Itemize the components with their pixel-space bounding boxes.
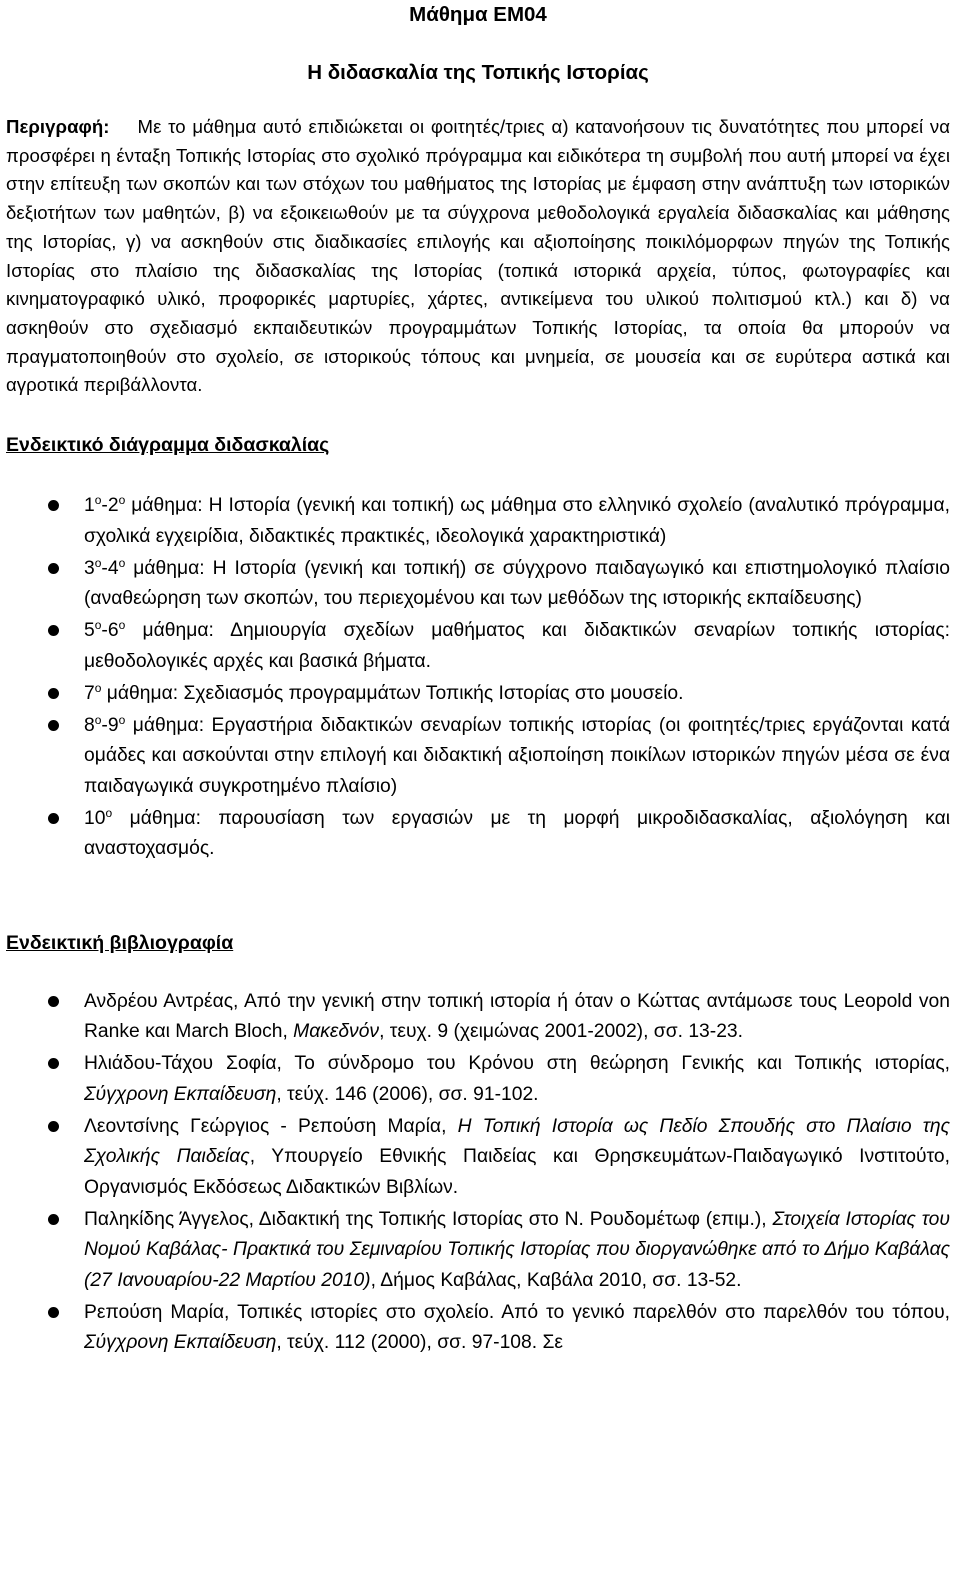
document-subtitle: Η διδασκαλία της Τοπικής Ιστορίας	[307, 61, 649, 84]
bullet-icon	[48, 1307, 59, 1318]
bullet-icon	[48, 500, 59, 511]
bullet-icon	[48, 563, 59, 574]
publication-title: Στοιχεία Ιστορίας του Νομού Καβάλας- Πρακτικά του Σεμιναρίου Τοπικής Ιστορίας που διοργανώθηκε από το Δήμο Καβάλας (27 Ιανουαρίου-22 Μαρτίου 2010)	[84, 1208, 950, 1291]
bibliography-item: Ηλιάδου-Τάχου Σοφία, Το σύνδρομο του Κρόνου στη θεώρηση Γενικής και Τοπικής ιστορίας, Σύγχρονη Εκπαίδευση, τεύχ. 146 (2006), σσ. 91-102.	[6, 1049, 950, 1110]
bibliography-item: Παληκίδης Άγγελος, Διδακτική της Τοπικής Ιστορίας στο Ν. Ρουδομέτωφ (επιμ.), Στοιχεία Ιστορίας του Νομού Καβάλας- Πρακτικά του Σεμιναρίου Τοπικής Ιστορίας που διοργανώθηκε από το Δήμο Καβάλας (27 Ιανουαρίου-22 Μαρτίου 2010), Δήμος Καβάλας, Καβάλα 2010, σσ. 13-52.	[6, 1205, 950, 1297]
publication-title: Σύγχρονη Εκπαίδευση	[84, 1332, 277, 1354]
document-page	[6, 0, 950, 1360]
bibliography-heading: Ενδεικτική βιβλιογραφία	[6, 931, 234, 954]
description-text: Με το μάθημα αυτό επιδιώκεται οι φοιτητές/τριες α) κατανοήσουν τις δυνατότητες που μπορεί να προσφέρει η ένταξη Τοπικής Ιστορίας στο σχολικό πρόγραμμα και ειδικότερα τη συμβολή που αυτή μπορεί να έχει στην επίτευξη των σκοπών και των στόχων του μαθήματος της Ιστορίας με έμφαση στην ανάπτυξη των ιστορικών δεξιοτήτων των μαθητών, β) να εξοικειωθούν με τα σύγχρονα μεθοδολογικά εργαλεία διδασκαλίας και μάθησης της Ιστορίας, γ) να ασκηθούν στις διαδικασίες επιλογής και αξιοποίησης ποικιλόμορφων πηγών της Τοπικής Ιστορίας στο πλαίσιο της διδασκαλίας της Ιστορίας (τοπικά ιστορικά αρχεία, τύπος, φωτογραφίες και κινηματογραφικό υλικό, προφορικές μαρτυρίες, χάρτες, αντικείμενα του υλικού πολιτισμού κτλ.) και δ) να ασκηθούν στο σχεδιασμό εκπαιδευτικών προγραμμάτων Τοπικής Ιστορίας, τα οποία θα μπορούν να πραγματοποιηθούν στο σχολείο, σε ιστορικούς τόπους και μνημεία, σε μουσεία και σε ευρύτερα αστικά και αγροτικά περιβάλλοντα.	[6, 116, 950, 396]
bullet-icon	[48, 996, 59, 1007]
syllabus-list	[6, 491, 950, 865]
bullet-icon	[48, 1058, 59, 1069]
bullet-icon	[48, 813, 59, 824]
publication-title: Σύγχρονη Εκπαίδευση	[84, 1083, 277, 1105]
bullet-icon	[48, 688, 59, 699]
syllabus-item: $7^o$ μάθημα: Σχεδιασμός προγραμμάτων Τοπικής Ιστορίας στο μουσείο.	[6, 679, 950, 710]
bibliography-item: Λεοντσίνης Γεώργιος - Ρεπούση Μαρία, Η Τοπική Ιστορία ως Πεδίο Σπουδής στο Πλαίσιο της Σχολικής Παιδείας, Υπουργείο Εθνικής Παιδείας και Θρησκευμάτων-Παιδαγωγικό Ινστιτούτο, Οργανισμός Εκδόσεως Διδακτικών Βιβλίων.	[6, 1112, 950, 1204]
syllabus-heading: Ενδεικτικό διάγραμμα διδασκαλίας	[6, 434, 330, 457]
syllabus-item: $1^o-2^o$ μάθημα: Η Ιστορία (γενική και τοπική) ως μάθημα στο ελληνικό σχολείο (αναλυτικό πρόγραμμα, σχολικά εγχειρίδια, διδακτικές πρακτικές, ιδεολογικά χαρακτηριστικά)	[6, 491, 950, 552]
bullet-icon	[48, 720, 59, 731]
bibliography-item: Ανδρέου Αντρέας, Από την γενική στην τοπική ιστορία ή όταν ο Κώττας αντάμωσε τους Leopold von Ranke και March Bloch, Μακεδνόν, τευχ. 9 (χειμώνας 2001-2002), σσ. 13-23.	[6, 987, 950, 1048]
bibliography-list	[6, 987, 950, 1359]
bibliography-item: Ρεπούση Μαρία, Τοπικές ιστορίες στο σχολείο. Από το γενικό παρελθόν στο παρελθόν του τόπου, Σύγχρονη Εκπαίδευση, τεύχ. 112 (2000), σσ. 97-108. Σε	[6, 1298, 950, 1359]
description-label: Περιγραφή:	[6, 116, 110, 137]
bullet-icon	[48, 1214, 59, 1225]
publication-title: Μακεδνόν	[293, 1021, 380, 1043]
course-description	[6, 113, 950, 400]
syllabus-item: $3^o-4^o$ μάθημα: Η Ιστορία (γενική και τοπική) σε σύγχρονο παιδαγωγικό και επιστημολογικό πλαίσιο (αναθεώρηση των σκοπών, του περιεχομένου και των μεθόδων της ιστορικής εκπαίδευσης)	[6, 554, 950, 615]
syllabus-item: $10^o$ μάθημα: παρουσίαση των εργασιών με τη μορφή μικροδιδασκαλίας, αξιολόγηση και αναστοχασμός.	[6, 804, 950, 865]
bullet-icon	[48, 625, 59, 636]
document-title: Μάθημα ΕΜ04	[409, 3, 547, 26]
bullet-icon	[48, 1121, 59, 1132]
syllabus-item: $8^o-9^o$ μάθημα: Εργαστήρια διδακτικών σεναρίων τοπικής ιστορίας (οι φοιτητές/τριες εργάζονται κατά ομάδες και ασκούνται στην επιλογή και διδακτική αξιοποίηση ποικίλων ιστορικών πηγών μέσα σε ένα παιδαγωγικά συγκροτημένο πλαίσιο)	[6, 711, 950, 803]
publication-title: Η Τοπική Ιστορία ως Πεδίο Σπουδής στο Πλαίσιο της Σχολικής Παιδείας	[84, 1115, 950, 1168]
syllabus-item: $5^o-6^o$ μάθημα: Δημιουργία σχεδίων μαθήματος και διδακτικών σεναρίων τοπικής ιστορίας: μεθοδολογικές αρχές και βασικά βήματα.	[6, 616, 950, 677]
